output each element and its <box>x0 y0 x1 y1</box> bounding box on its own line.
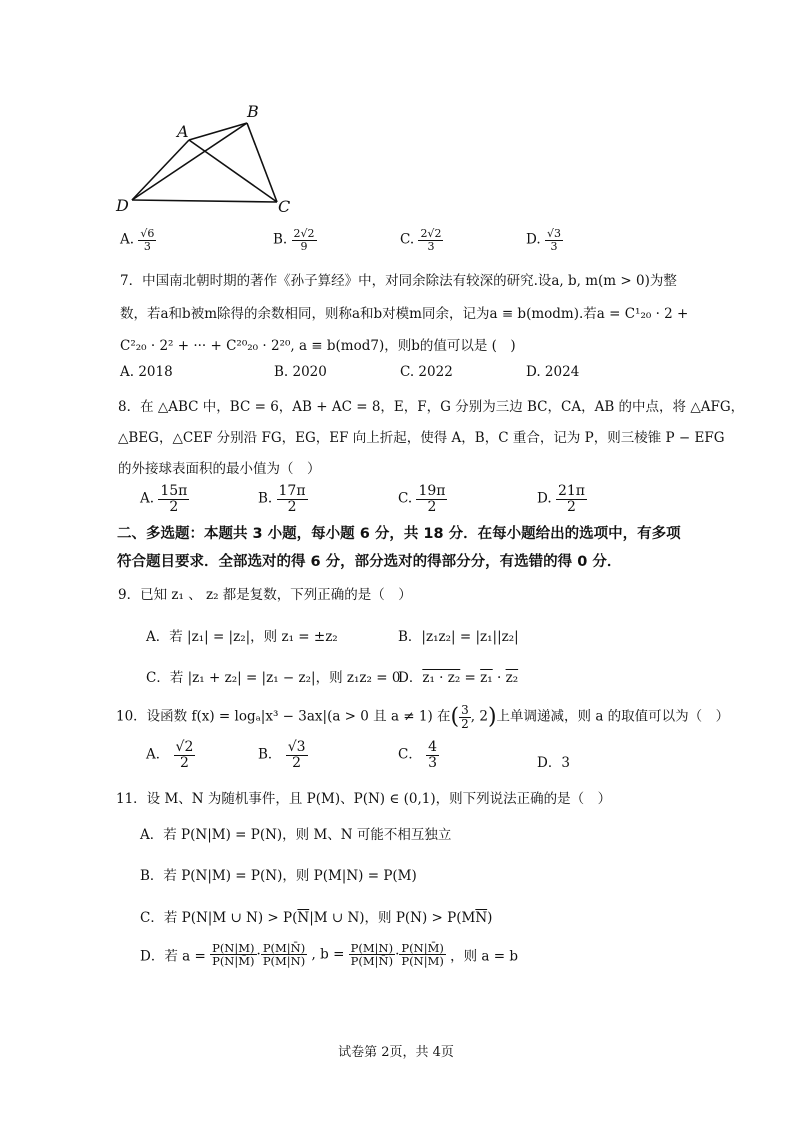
conjugate-z2: z₂ <box>505 670 519 686</box>
segment-DB <box>132 123 247 200</box>
q9-option-C[interactable]: C．若 |z₁ + z₂| = |z₁ − z₂|，则 z₁z₂ = 0 <box>146 670 401 686</box>
q9-option-D[interactable] <box>398 666 518 686</box>
q11-option-A[interactable]: A．若 P(N|M) = P(N)，则 M、N 可能不相互独立 <box>140 827 452 843</box>
segment-BC <box>247 123 277 202</box>
q11-c-part-b: |M ∪ N)，则 P(N) > P(M <box>309 910 476 926</box>
q11-c-part-a: C．若 P(N|M ∪ N) > P( <box>140 910 298 926</box>
fraction-denominator: P(M|N) <box>262 954 306 969</box>
q7-option-B[interactable]: B. 2020 <box>274 364 327 380</box>
fraction-numerator: 2√2 <box>420 227 442 240</box>
option-letter: D． <box>398 670 423 686</box>
segment-DA <box>132 140 189 200</box>
q10-option-A[interactable] <box>146 740 195 770</box>
fraction-denominator: 2 <box>287 498 297 515</box>
fraction-denominator: 3 <box>428 754 438 771</box>
dot-operator: · <box>492 670 506 686</box>
conjugate-z1: z₁ <box>480 670 493 686</box>
q11-d-suffix: ，则 a = b <box>450 948 519 965</box>
option-letter: D. <box>537 490 552 507</box>
option-letter: A． <box>146 746 170 763</box>
q10-option-B[interactable] <box>258 740 308 770</box>
fraction-numerator: 3 <box>461 703 469 717</box>
segment-DC <box>132 200 277 202</box>
option-value: 3 <box>561 755 570 771</box>
q9-option-A[interactable]: A．若 |z₁| = |z₂|，则 z₁ = ±z₂ <box>146 629 338 645</box>
q10-stem-a: 10．设函数 f(x) = logₐ|x³ − 3ax|(a > 0 且 a ≠ 1) 在 <box>116 708 451 725</box>
q7-option-A[interactable]: A. 2018 <box>120 364 173 380</box>
fraction-numerator: 21π <box>557 483 585 499</box>
complement-N: $\overline{N}$ <box>297 910 310 926</box>
option-letter: A. <box>140 490 155 507</box>
segment-AC <box>189 140 277 202</box>
fraction-denominator: 2 <box>169 498 179 515</box>
q8-line-2: △BEG，△CEF 分别沿 FG，EG，EF 向上折起，使得 A，B，C 重合，记为 P，则三棱锥 P − EFG <box>118 430 725 446</box>
fraction-numerator: 2√2 <box>293 227 315 240</box>
fraction-denominator: P(N|M̄) <box>212 954 255 969</box>
fraction-numerator: √3 <box>287 739 306 755</box>
option-letter: C． <box>398 746 422 763</box>
option-letter: B. <box>273 231 288 248</box>
fraction-denominator: 2 <box>180 754 189 771</box>
fraction-denominator: 3 <box>550 239 558 253</box>
q10-option-C[interactable] <box>398 740 439 770</box>
fraction-numerator: 4 <box>428 739 438 755</box>
q7-option-C[interactable]: C. 2022 <box>400 364 453 380</box>
q6-option-D[interactable] <box>526 228 563 252</box>
label-C: C <box>278 197 291 216</box>
q6-option-C[interactable] <box>400 228 443 252</box>
fraction-numerator: 15π <box>160 483 188 499</box>
q11-c-part-c: ) <box>487 910 493 926</box>
q8-option-B[interactable] <box>258 484 308 514</box>
q10-stem-c: 上单调递减，则 a 的取值可以为（ ） <box>496 708 730 725</box>
page-footer: 试卷第 2页，共 4页 <box>338 1045 454 1060</box>
q6-option-B[interactable] <box>273 228 317 252</box>
fraction-denominator: 3 <box>427 239 435 253</box>
q7-line-3: C²₂₀ · 2² + ··· + C²⁰₂₀ · 2²⁰, a ≡ b(mod7)，则b的值可以是 ( ) <box>120 338 516 354</box>
section-2-line-1: 二、多选题：本题共 3 小题，每小题 6 分，共 18 分．在每小题给出的选项中，有多项 <box>117 526 681 542</box>
q8-option-D[interactable] <box>537 484 587 514</box>
fraction-numerator: P(N|M̄) <box>401 941 444 955</box>
fraction-numerator: 17π <box>278 483 306 499</box>
complement-N: $\overline{N}$ <box>475 910 488 926</box>
option-letter: C. <box>400 231 415 248</box>
fraction-denominator: 3 <box>143 239 151 253</box>
fraction-denominator: 2 <box>427 498 437 515</box>
fraction-denominator: 2 <box>292 754 302 771</box>
q7-line-1: 7．中国南北朝时期的著作《孙子算经》中，对同余除法有较深的研究.设a, b, m(m > 0)为整 <box>120 273 677 289</box>
conjugate-product: z₁ · z₂ <box>422 670 461 686</box>
q10-stem-b: , 2 <box>470 708 488 725</box>
fraction-denominator: 9 <box>300 239 308 253</box>
q7-line-2: 数，若a和b被m除得的余数相同，则称a和b对模m同余，记为a ≡ b(modm).若a = C¹₂₀ · 2 + <box>120 306 689 322</box>
q9-stem: 9．已知 z₁ 、 z₂ 都是复数，下列正确的是（ ） <box>118 587 412 603</box>
q8-option-C[interactable] <box>398 484 447 514</box>
fraction-numerator: √6 <box>140 227 155 240</box>
fraction-numerator: √3 <box>546 227 561 240</box>
option-letter: A. <box>120 231 135 248</box>
option-letter: B. <box>258 490 273 507</box>
fraction-denominator: 2 <box>566 498 576 515</box>
fraction-numerator: P(M|N) <box>350 941 394 955</box>
option-letter: D. <box>526 231 541 248</box>
fraction-numerator: √2 <box>175 739 194 755</box>
q8-line-3: 的外接球表面积的最小值为（ ） <box>118 461 321 477</box>
q11-d-prefix: D．若 a = <box>140 948 206 965</box>
q6-option-A[interactable] <box>120 228 156 252</box>
fraction-denominator: P(M|N̄) <box>350 954 394 969</box>
q11-d-mid: , b = <box>311 946 345 963</box>
q7-option-D[interactable]: D. 2024 <box>526 364 580 380</box>
q8-option-A[interactable] <box>140 484 189 514</box>
option-letter: C. <box>398 490 413 507</box>
fraction-denominator: 2 <box>461 716 469 731</box>
q10-stem: 10．设函数 f(x) = logₐ|x³ − 3ax|(a > 0 且 a ≠ 1) 在( $\frac{3}{2}$ , 2)上单调递减，则 a 的取值可以为（ ） <box>116 703 730 731</box>
fraction-numerator: P(M|N̄) <box>262 941 306 955</box>
fraction-numerator: P(N|M) <box>212 941 255 955</box>
equals-sign: = <box>460 670 481 686</box>
q11-stem: 11．设 M、N 为随机事件，且 P(M)、P(N) ∈ (0,1)，则下列说法正确的是（ ） <box>116 791 612 807</box>
q8-line-1: 8．在 △ABC 中，BC = 6，AB + AC = 8，E，F，G 分别为三边 BC，CA，AB 的中点，将 △AFG， <box>118 399 745 415</box>
geometry-figure <box>110 95 310 220</box>
option-letter: D． <box>537 755 562 771</box>
label-A: A <box>177 122 189 141</box>
segment-AB <box>189 123 247 140</box>
option-letter: B． <box>258 746 282 763</box>
label-D: D <box>116 196 129 215</box>
q11-option-B[interactable]: B．若 P(N|M) = P(N)，则 P(M|N) = P(M) <box>140 868 417 884</box>
fraction-denominator: P(N|M) <box>401 954 444 969</box>
q9-option-B[interactable]: B．|z₁z₂| = |z₁||z₂| <box>398 629 519 645</box>
q11-option-C[interactable] <box>140 906 492 926</box>
section-2-line-2: 符合题目要求．全部选对的得 6 分，部分选对的得部分分，有选错的得 0 分． <box>117 554 622 570</box>
q10-option-D[interactable] <box>537 751 570 771</box>
fraction-numerator: 19π <box>418 483 446 499</box>
label-B: B <box>247 102 259 121</box>
q11-option-D[interactable]: D．若 a = $\frac{P(N|M)}{P(N|M̄)}$ · $\frac{P(M|N̄)}{P(M|N)}$ , b = $\frac{P(M|N)}{P(M|N̄)}$ · $\frac{P(N|M̄)}{P(N|M)}$ ，则 a = b <box>140 941 519 969</box>
